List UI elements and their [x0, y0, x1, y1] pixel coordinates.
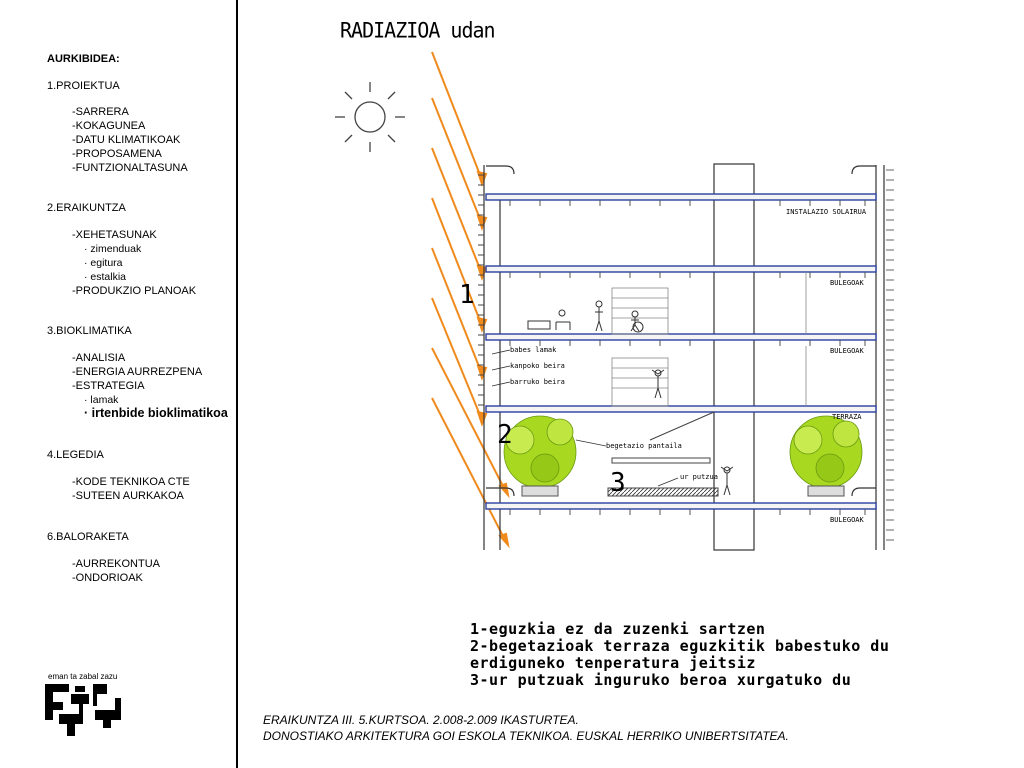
index-item-kokagunea[interactable]: -KOKAGUNEA	[72, 120, 146, 132]
index-item-sarrera[interactable]: -SARRERA	[72, 106, 129, 118]
vegetation-right	[790, 416, 862, 488]
section-title-legedia[interactable]: 4.LEGEDIA	[47, 449, 104, 461]
index-item-aurrekontua[interactable]: -AURREKONTUA	[72, 558, 161, 570]
label-begetazio: begetazio pantaila	[606, 442, 682, 450]
index-item-kode-teknikoa[interactable]: -KODE TEKNIKOA CTE	[72, 476, 190, 488]
label-kanpoko-beira: kanpoko beira	[510, 362, 565, 370]
university-logo-icon	[45, 684, 121, 736]
logo-caption: eman ta zabal zazu	[48, 672, 118, 681]
index-subitem-zimenduak[interactable]: · zimenduak	[84, 243, 142, 255]
label-bulegoak-3: BULEGOAK	[830, 516, 864, 524]
index-item-ondorioak[interactable]: -ONDORIOAK	[72, 572, 143, 584]
note-3: 3-ur putzuak inguruko beroa xurgatuko du	[470, 671, 852, 689]
index-item-datu-klimatikoak[interactable]: -DATU KLIMATIKOAK	[72, 134, 181, 146]
label-terraza: TERRAZA	[832, 413, 862, 421]
note-2-cont: erdiguneko tenperatura jeitsiz	[470, 654, 756, 672]
section-title-eraikuntza[interactable]: 2.ERAIKUNTZA	[47, 202, 126, 214]
marker-3: 3	[610, 468, 626, 498]
footer-course: ERAIKUNTZA III. 5.KURTSOA. 2.008-2.009 IKASTURTEA.	[263, 713, 579, 727]
index-heading: AURKIBIDEA:	[47, 53, 120, 65]
section-title-baloraketa[interactable]: 6.BALORAKETA	[47, 531, 129, 543]
index-subitem-irtenbide-current[interactable]: · irtenbide bioklimatikoa	[84, 406, 228, 420]
index-subitem-estalkia[interactable]: · estalkia	[84, 271, 127, 283]
index-item-suteen-aurkakoa[interactable]: -SUTEEN AURKAKOA	[72, 490, 184, 502]
drawing-title: RADIAZIOA udan	[340, 17, 495, 43]
note-2: 2-begetazioak terraza eguzkitik babestuko du	[470, 637, 890, 655]
label-babes-lamak: babes lamak	[510, 346, 557, 354]
index-item-estrategia[interactable]: -ESTRATEGIA	[72, 380, 145, 392]
section-title-bioklimatika[interactable]: 3.BIOKLIMATIKA	[47, 325, 132, 337]
note-1: 1-eguzkia ez da zuzenki sartzen	[470, 620, 766, 638]
index-item-analisia[interactable]: -ANALISIA	[72, 352, 126, 364]
label-bulegoak-1: BULEGOAK	[830, 279, 864, 287]
index-item-proposamena[interactable]: -PROPOSAMENA	[72, 148, 162, 160]
index-item-energia-aurrezpena[interactable]: -ENERGIA AURREZPENA	[72, 366, 203, 378]
footer-school: DONOSTIAKO ARKITEKTURA GOI ESKOLA TEKNIKOA. EUSKAL HERRIKO UNIBERTSITATEA.	[263, 729, 789, 743]
label-ur-putzua: ur putzua	[680, 473, 718, 481]
index-item-funtzionaltasuna[interactable]: -FUNTZIONALTASUNA	[72, 162, 188, 174]
section-title-proiektua[interactable]: 1.PROIEKTUA	[47, 80, 120, 92]
building-section-drawing	[330, 40, 930, 560]
marker-1: 1	[459, 280, 475, 310]
label-instalazio: INSTALAZIO SOLAIRUA	[786, 208, 867, 216]
marker-2: 2	[497, 420, 513, 450]
sidebar-index	[0, 0, 238, 768]
label-barruko-beira: barruko beira	[510, 378, 565, 386]
index-item-xehetasunak[interactable]: -XEHETASUNAK	[72, 229, 157, 241]
vegetation-left	[504, 416, 576, 488]
index-subitem-lamak[interactable]: · lamak	[84, 394, 119, 406]
sun-icon	[335, 82, 405, 152]
index-subitem-egitura[interactable]: · egitura	[84, 257, 123, 269]
index-item-produkzio-planoak[interactable]: -PRODUKZIO PLANOAK	[72, 285, 197, 297]
label-bulegoak-2: BULEGOAK	[830, 347, 864, 355]
